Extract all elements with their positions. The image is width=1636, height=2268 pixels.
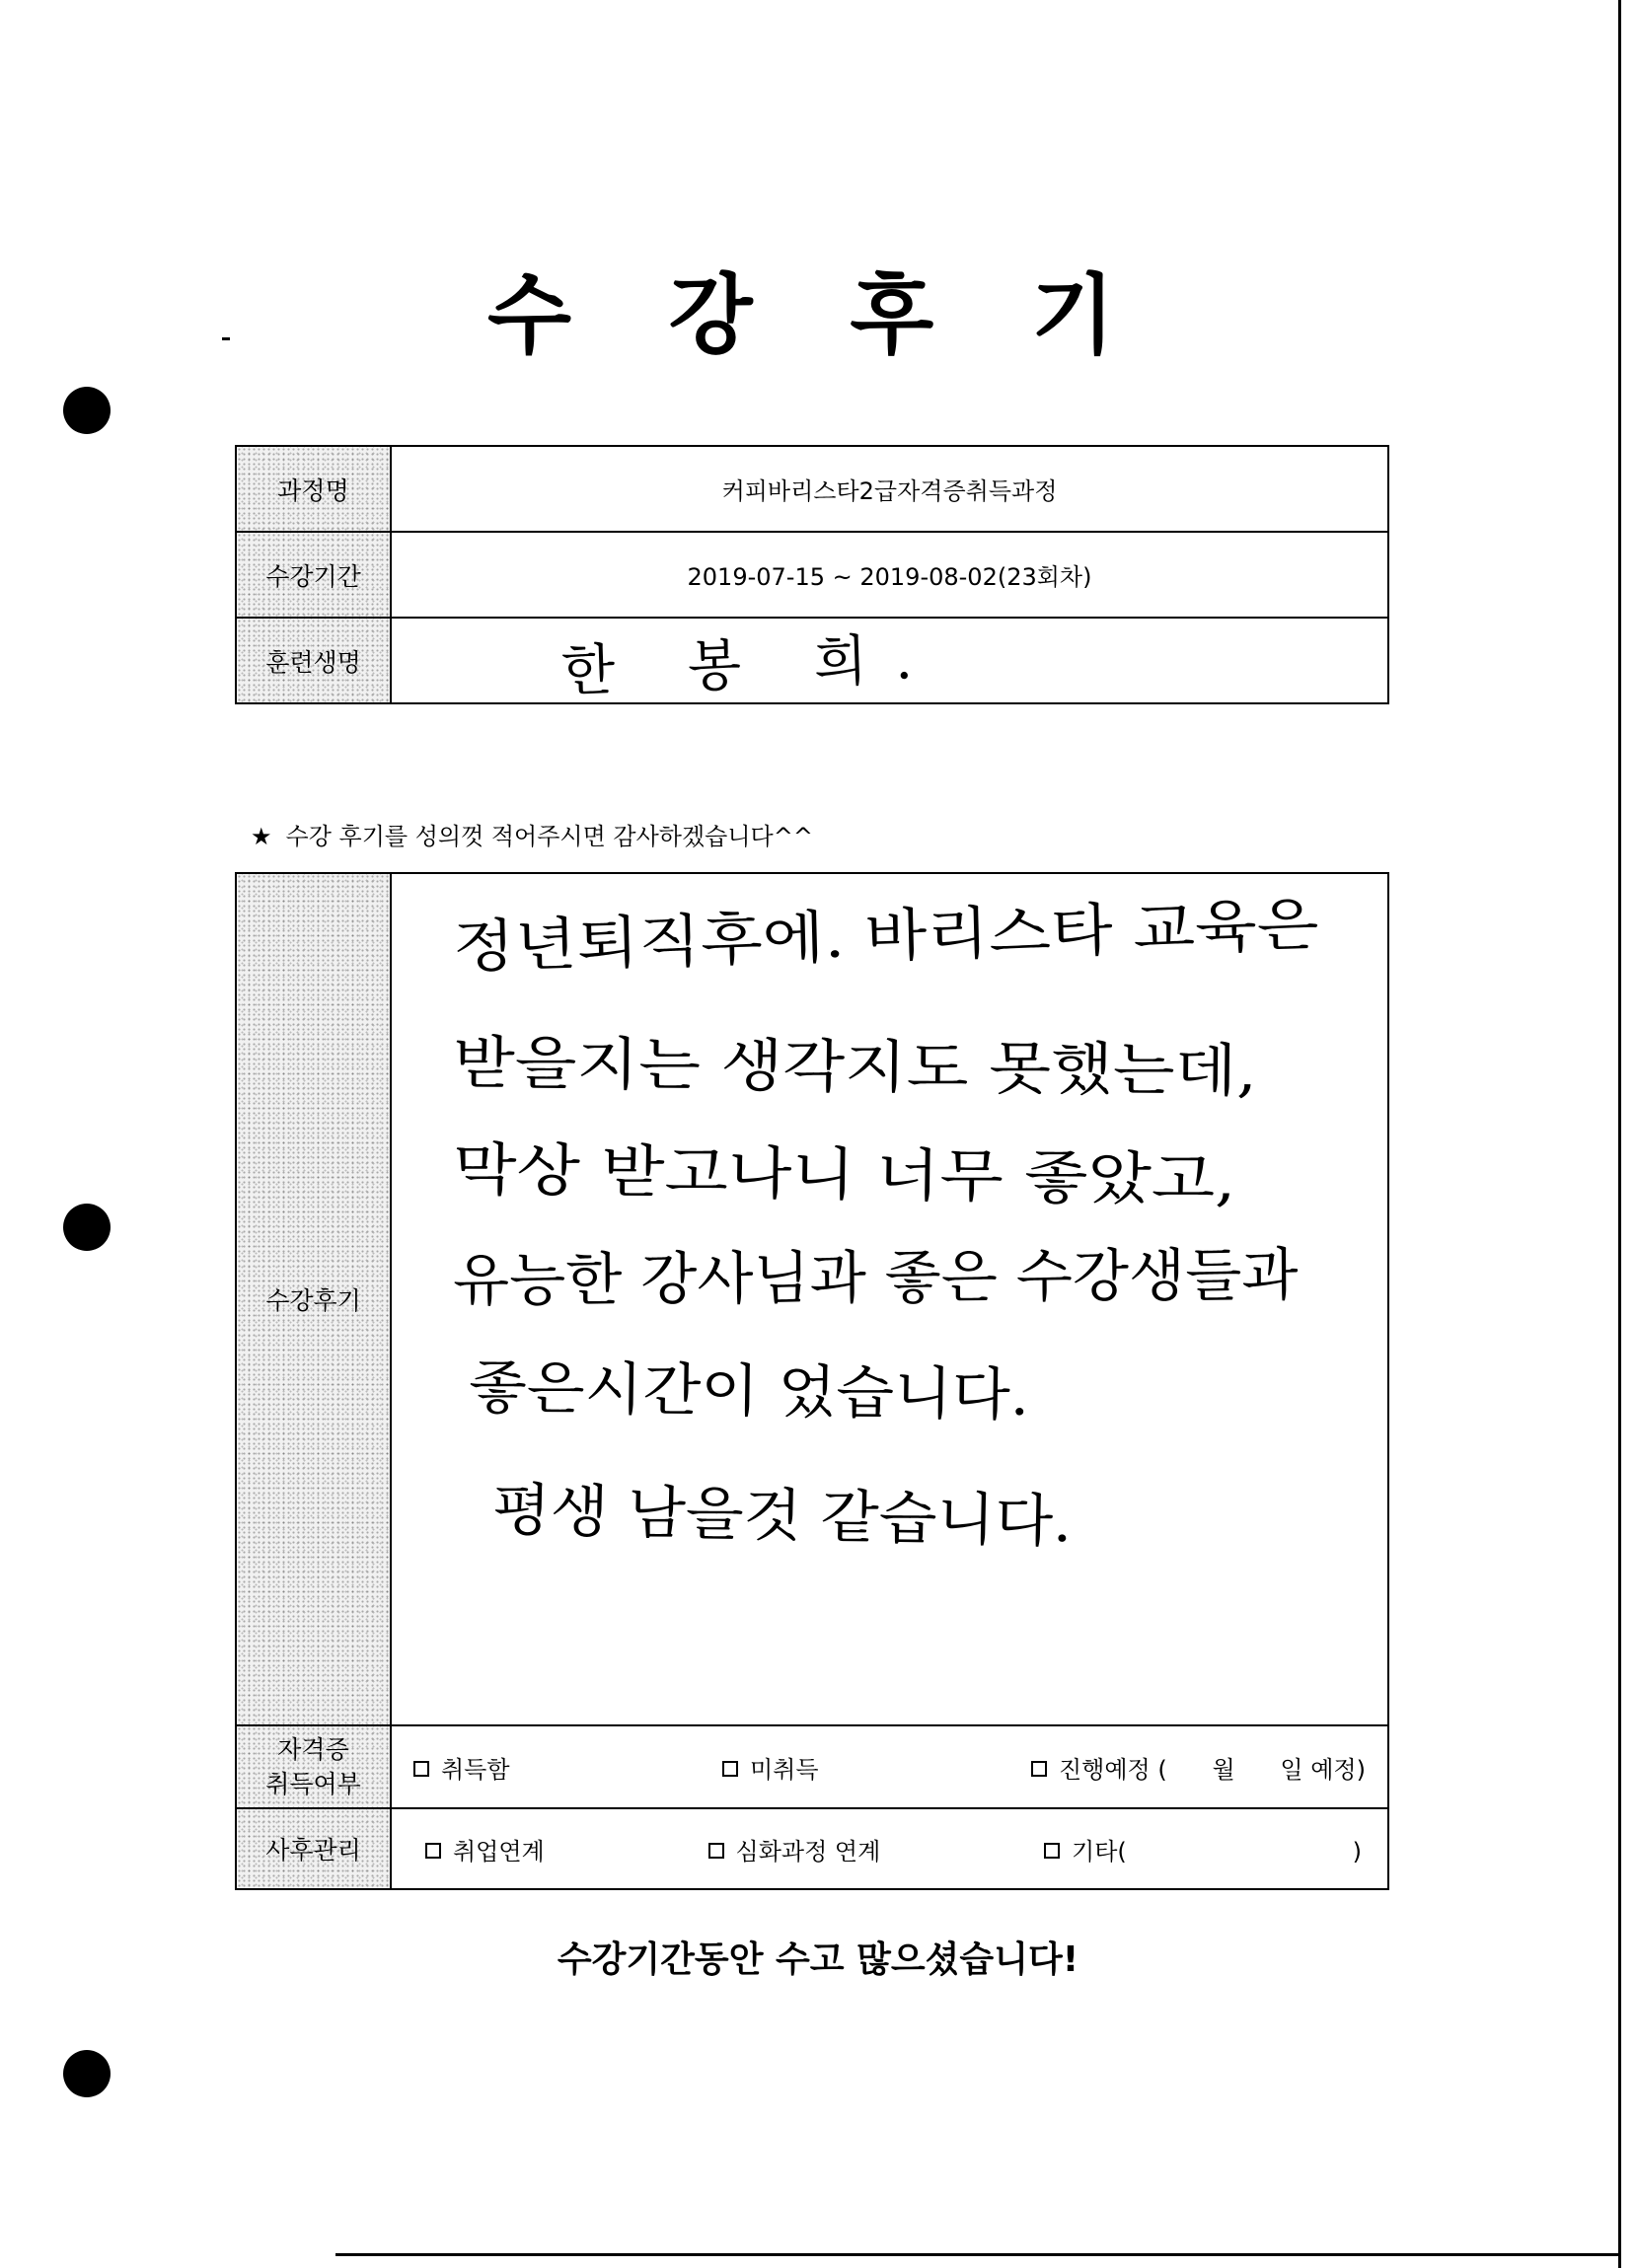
checkbox-icon[interactable] (425, 1843, 441, 1859)
review-line-1: 정년퇴직후에. 바리스타 교육은 (452, 891, 1320, 981)
aftercare-row (236, 1808, 1388, 1889)
certification-options (392, 1750, 1387, 1785)
option-acquired[interactable] (413, 1750, 510, 1785)
option-other-label: 기타( ) (1072, 1837, 1362, 1866)
certification-label-line1: 자격증 (277, 1735, 349, 1764)
checkbox-icon[interactable] (413, 1761, 429, 1777)
option-other[interactable] (1044, 1832, 1362, 1866)
option-in-progress-label: 진행예정 ( 월 일 예정) (1058, 1755, 1366, 1784)
punch-hole-middle (63, 1204, 111, 1251)
punch-hole-top (63, 387, 111, 434)
trainee-name-label: 훈련생명 (236, 618, 391, 703)
course-period-value: 2019-07-15 ~ 2019-08-02(23회차) (391, 532, 1388, 618)
review-line-6: 평생 남을것 같습니다. (491, 1476, 1074, 1556)
aftercare-options (392, 1832, 1387, 1866)
option-job-link[interactable] (425, 1832, 545, 1866)
certification-label-line2: 취득여부 (265, 1770, 361, 1798)
star-icon: ★ (251, 823, 272, 850)
option-job-link-label: 취업연계 (453, 1837, 545, 1866)
trainee-name-cell (391, 618, 1388, 703)
review-line-2: 받을지는 생각지도 못했는데, (452, 1029, 1258, 1105)
review-handwritten-area (391, 873, 1388, 1725)
option-acquired-label: 취득함 (441, 1755, 510, 1784)
option-advanced-course-label: 심화과정 연계 (735, 1837, 881, 1866)
checkbox-icon[interactable] (708, 1843, 724, 1859)
review-notice (251, 817, 813, 851)
document-title: 수 강 후 기 (487, 264, 1149, 366)
review-line-3: 막상 받고나니 너무 좋았고, (452, 1135, 1236, 1214)
option-advanced-course[interactable] (708, 1832, 881, 1866)
course-period-label: 수강기간 (236, 532, 391, 618)
course-name-label: 과정명 (236, 446, 391, 532)
punch-hole-bottom (63, 2050, 111, 2097)
course-period-row (236, 532, 1388, 618)
option-not-acquired-label: 미취득 (749, 1755, 819, 1784)
review-line-5: 좋은시간이 었습니다. (468, 1353, 1030, 1428)
scan-bottom-edge (335, 2253, 1618, 2256)
review-table (235, 872, 1389, 1890)
certification-options-cell (391, 1725, 1388, 1808)
aftercare-label: 사후관리 (236, 1808, 391, 1889)
course-name-row (236, 446, 1388, 532)
course-name-value: 커피바리스타2급자격증취득과정 (391, 446, 1388, 532)
review-label: 수강후기 (236, 873, 391, 1725)
closing-message: 수강기간동안 수고 많으셨습니다! (557, 1939, 1079, 1980)
trainee-name-handwritten: 한 봉 희. (560, 625, 941, 704)
certification-row (236, 1725, 1388, 1808)
option-in-progress[interactable] (1031, 1750, 1366, 1785)
review-line-4: 유능한 강사님과 좋은 수강생들과 (452, 1241, 1299, 1314)
trainee-name-row (236, 618, 1388, 703)
checkbox-icon[interactable] (1044, 1843, 1060, 1859)
certification-label (236, 1725, 391, 1808)
checkbox-icon[interactable] (722, 1761, 738, 1777)
review-row (236, 873, 1388, 1725)
review-notice-text: 수강 후기를 성의껏 적어주시면 감사하겠습니다^^ (285, 823, 813, 850)
checkbox-icon[interactable] (1031, 1761, 1047, 1777)
aftercare-options-cell (391, 1808, 1388, 1889)
option-not-acquired[interactable] (722, 1750, 819, 1785)
course-info-table (235, 445, 1389, 704)
